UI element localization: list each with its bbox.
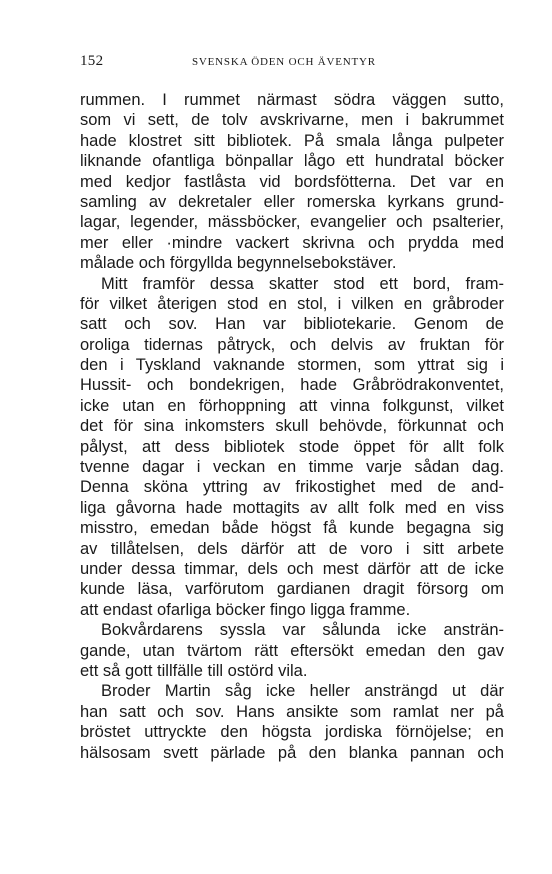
- text-line: Hussit- och bondekrigen, hade Gråbrödrakonventet,: [80, 376, 504, 395]
- paragraph-first-line: Bokvårdarens syssla var sålunda icke ansträn-: [101, 621, 504, 640]
- text-line: målade och förgyllda begynnelsebokstäver.: [80, 254, 397, 273]
- text-line: för vilket återigen stod en stol, i vilken en gråbroder: [80, 294, 504, 313]
- page-number: 152: [80, 53, 104, 69]
- text-line: Denna sköna yttring av frikostighet med de and-: [80, 478, 504, 497]
- text-line: pålyst, att dess bibliotek stode öppet för allt folk: [80, 437, 504, 456]
- text-line: mer eller ·mindre vackert skrivna och prydda med: [80, 233, 504, 252]
- text-line: liga gåvorna hade mottagits av allt folk med en viss: [80, 498, 504, 517]
- text-line: ett så gott tillfälle till ostörd vila.: [80, 661, 308, 680]
- text-line: rummen. I rummet närmast södra väggen sutto,: [80, 91, 504, 109]
- text-line: tvenne dagar i veckan en timme varje sådan dag.: [80, 458, 504, 477]
- text-line: det för sina inkomsters skull behövde, förkunnat och: [80, 417, 504, 436]
- paragraph-first-line: Broder Martin såg icke heller ansträngd ut där: [101, 682, 504, 701]
- text-line: bröstet uttryckte den högsta jordiska förnöjelse; en: [80, 723, 504, 742]
- text-line: samling av dekretaler eller romerska kyrkans grund-: [80, 192, 504, 211]
- text-line: icke utan en förhoppning att vinna folkgunst, vilket: [80, 396, 504, 415]
- text-line: lagar, legender, mässböcker, evangelier och psalterier,: [80, 213, 504, 232]
- text-line: med kedjor fastlåsta vid bordsfötterna. Det var en: [80, 172, 504, 191]
- body-text: [80, 90, 504, 763]
- text-line: att endast ofarliga böcker fingo ligga framme.: [80, 600, 411, 619]
- paragraph-first-line: Mitt framför dessa skatter stod ett bord, fram-: [101, 274, 504, 293]
- page-header: [80, 53, 504, 73]
- text-line: den i Tyskland vaknande stormen, som yttrat sig i: [80, 356, 504, 375]
- text-line: hade klostret sitt bibliotek. På smala långa pulpeter: [80, 131, 504, 150]
- text-line: under dessa timmar, dels och mest därför att de icke: [80, 559, 504, 578]
- text-line: gande, utan tvärtom rätt eftersökt emedan den gav: [80, 641, 504, 660]
- text-line: han satt och sov. Hans ansikte som ramlat ner på: [80, 702, 504, 721]
- text-line: kunde läsa, varförutom gardianen dragit försorg om: [80, 580, 504, 599]
- text-line: som vi sett, de tolv avskrivarne, men i bakrummet: [80, 111, 504, 130]
- text-line: av tillåtelsen, dels därför att de voro i sitt arbete: [80, 539, 504, 558]
- text-line: liknande ofantliga bönpallar lågo ett hundratal böcker: [80, 152, 504, 171]
- text-line: satt och sov. Han var bibliotekarie. Genom de: [80, 315, 504, 334]
- running-head: SVENSKA ÖDEN OCH ÄVENTYR: [192, 56, 376, 68]
- text-line: oroliga tidernas påtryck, och delvis av fruktan för: [80, 335, 504, 354]
- text-line: misstro, emedan både högst få kunde begagna sig: [80, 519, 504, 538]
- text-line: hälsosam svett pärlade på den blanka pannan och: [80, 743, 504, 762]
